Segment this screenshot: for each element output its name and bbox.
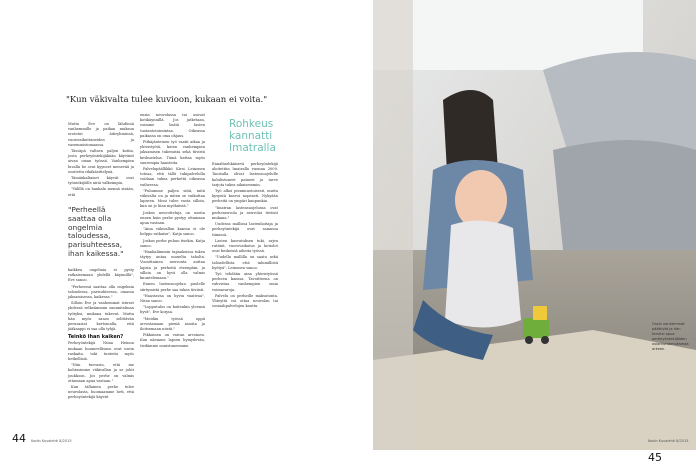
paragraph: Joskus neuvotteluja on useita ennen kuin perhe pystyy ottamaan apua vastaan. <box>140 210 205 226</box>
paragraph: "Meidän työssä oppii arvostamaan pieniä asioita ja iloitsemaan niistä." <box>140 316 205 331</box>
paragraph: "Puhumme paljon siitä, mitä väkivalta on ja miten se vaikuttaa lapseen. Moni tulee vasta silloin, kun on jo liian myöhäistä." <box>140 188 205 209</box>
paragraph: ensin neuvolassa tai asuvat kotikäynnillä. Jos jatketaan, voimme lisätä lasten tuotantotoimintaa. Oikeassa paikassa on oma ohjaus. <box>140 113 205 138</box>
paragraph: "Haastavaa on hyvin vaativaa", Niina sanoo. <box>140 293 205 303</box>
paragraph: Työ alkoi pienimuotoisesti, mutta kysyntä kasvoi nopeasti. Nykyään perheitä on ympäri kaupunkia. <box>212 189 278 204</box>
photo-caption: Ossin vanhemmat päättivät ja hän tarvitsi apua perheyöntekijöiden asiantuntemuksesta arkeen. <box>652 322 689 351</box>
article-column-2 <box>140 113 205 350</box>
pull-quote: "Perheellä saattaa olla ongelmia taloudessa, parisuhteessa, ihan kaikessa." <box>68 205 124 258</box>
article-column-1 <box>68 122 134 199</box>
paragraph: "Niin turvasin, että me kohtasimme väkivallan ja se johti joukkoon. Jos perhe on valmis ottamaan apua vastaan." <box>68 363 134 383</box>
toy-truck-cab <box>533 306 547 320</box>
paragraph: "Aina väkivallan kanssa ei ole helppo ratkaisu", Katja sanoo. <box>140 227 205 237</box>
paragraph: Työ tehdään aina yhteistyössä perheen kanssa. Tavoitteena on vahvistaa vanhempien omia voimavaroja. <box>212 272 278 292</box>
paragraph: kaikkea ongelmia ei pysty ratkaisemaan yhdellä käynnillä", Eve sanoo. <box>68 268 134 283</box>
paragraph: Pikkuinen on vaivan arvoinen. Kun näemme lapsen hymyilevän, tiedämme onnistuneemme. <box>140 333 205 348</box>
paragraph: Perheyöntekijä Niina Heinon mukaan huumeellisuus ovat usein raskaita, toki tunteita myös hetkellisiä. <box>68 341 134 362</box>
sidebar-column <box>212 162 278 310</box>
paragraph: "Hankaliimmin tapauksissa tukea täytyy antaa monelta taholta. Vuosittainen neuvonta auttaa lapsia ja perheitä eteenpäin, ja silloin on hyvä olla valmis kuuntelemaan." <box>140 250 205 281</box>
toy-wheel <box>525 336 533 344</box>
paragraph: "Imatran lastensuojelussa ovat perheneuvola ja neuvolat tiiviisti mukana." <box>212 205 278 221</box>
paragraph: Pitkäjänteinen työ vaatii aikaa ja yhteistyötä, kuten vanhempien jaksamisen tukemista sekä tiivistä keskustelua. Tämä kattaa myös suurempia haasteita. <box>140 140 205 165</box>
section-heading: Teinkö ihan kaiken? <box>68 334 124 341</box>
toy-wheel <box>541 336 549 344</box>
paragraph: Silloin Eve ja vanhemmat istuvat yhdessä selkeämmän suunnitelman työtyksi, mukana tukevat. Mutta hän myös sanoo selittävän perusasiat kertomalla, että jääkaappi ei saa olla tyhjä. <box>68 301 134 332</box>
toy-truck <box>523 318 549 338</box>
paragraph: "Perheessä saattaa olla ongelmia taloudessa, parisuhteessa, omassa jaksamisessa, kaikessa." <box>68 284 134 300</box>
paragraph: "Lopputulos on kuitenkin yleensä hyvä", Eve korjaa. <box>140 305 205 315</box>
doorframe-blur <box>373 0 413 450</box>
paragraph: "Uudella mallilla on saatu sekä taloudellista että inhimillistä hyötyä", Leinonen sanoo. <box>212 255 278 270</box>
paragraph: Joskus perhe puhuu itsekin, Katja sanoo. <box>140 238 205 248</box>
magazine-name: Kodin Kuvalehti 8/2015 <box>31 439 72 443</box>
page-number: 44 <box>12 432 26 445</box>
paragraph: Palvelupäällikkö Kirsi Leinonen toteaa, että tällä tukipalvelulla voidaan tukea perhettä oikeassa vaiheessa. <box>140 167 205 187</box>
paragraph: Mutta Eve on lähdössä vanhemmille ja paikan muksun erotetut äitiryhmässä, vuosivaikuttaneiden ja vasemmistomaassa. <box>68 122 134 147</box>
article-quote: "Kun väkivalta tulee kuvioon, kukaan ei voita." <box>66 95 268 105</box>
paragraph: Lasten kasvatuksen tuki, arjen rutiinit, vuorovaikutus ja kotiolot ovat keskeisiä aiheita työssä. <box>212 238 278 254</box>
folio-right <box>648 427 696 465</box>
magazine-name: Kodin Kuvalehti 8/2015 <box>648 439 689 443</box>
baby-body <box>445 221 521 328</box>
left-page <box>0 0 348 450</box>
paragraph: Tässäpä valtava paljon kotiin, josta perheyöntekijäkään käyvänit aivan oman työnsä. Vanhempien luvalla he ovat kyyneet menevää ja osoitettu rikäkäsittelynä. <box>68 149 134 174</box>
page-number: 45 <box>648 451 662 464</box>
article-column-1-continued <box>68 268 134 402</box>
paragraph: Uudessa mallissa lastenhoitaja ja perheyöntekijä ovat samassa tiimissä. <box>212 222 278 237</box>
paragraph: Palvelu on perheille maksutonta. Yhteyttä voi ottaa neuvolan tai sosiaalipalvelujen kautta. <box>212 293 278 309</box>
folio-left <box>12 427 72 446</box>
sidebar-title: Rohkeus kannatti Imatralla <box>229 118 276 154</box>
photo-father-and-baby <box>373 0 696 450</box>
paragraph: Ennen lastensuojelun puolelle siirtymistä perhe saa tukea tiiviisti. <box>140 282 205 292</box>
paragraph: "Välillä on hankala mennä sisään, että <box>68 187 134 197</box>
paragraph: Kun tällainen perhe tulee neuvolasta, huomaamme heti, että perheyöntekijä käyvät <box>68 385 134 400</box>
sofa-seat <box>553 140 696 250</box>
paragraph: Tämänkaltaiset käyvät ovat työntekijöille niitä valkeimpia. <box>68 176 134 186</box>
paragraph: Ennaltaehkäisevä perheyöntekijä aloitettiin Imatralla vuonna 2009. Taustalla olivat lastensuojelulle kohdistuneet paineet ja tarve tarjota tukea aikaisemmin. <box>212 162 278 187</box>
